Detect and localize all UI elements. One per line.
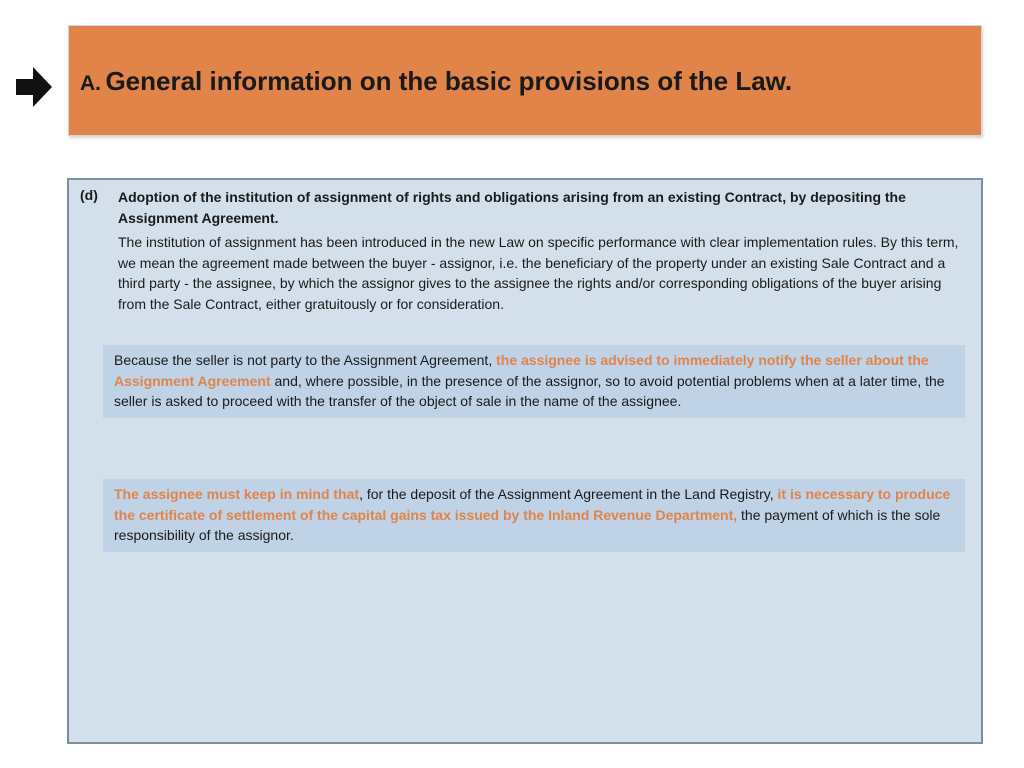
callout-tax-certificate bbox=[103, 479, 965, 552]
callout-text: Because the seller is not party to the Assignment Agreement, bbox=[114, 352, 497, 368]
callout-text: the payment of which is the sole responsibility of the assignor. bbox=[114, 506, 941, 543]
callout-text: , for the deposit of the Assignment Agreement in the Land Registry, bbox=[359, 486, 778, 502]
content-panel bbox=[67, 178, 983, 744]
callout-highlight: it is necessary to produce the certificate of settlement of the capital gains tax issued by the Inland Revenue Department, bbox=[114, 486, 951, 523]
title-text: General information on the basic provisions of the Law. bbox=[105, 66, 793, 96]
section-heading: Adoption of the institution of assignment of rights and obligations arising from an existing Contract, by depositing the Assignment Agreement. bbox=[118, 189, 906, 226]
title-letter: A. bbox=[80, 72, 101, 95]
page-title bbox=[80, 66, 792, 97]
callout-notify-seller bbox=[103, 345, 965, 418]
section-label: (d) bbox=[80, 187, 98, 203]
arrow-right-icon bbox=[15, 66, 53, 108]
callout-text: and, where possible, in the presence of the assignor, so to avoid potential problems when at a later time, the seller is asked to proceed with the transfer of the object of sale in the name of the assignee. bbox=[114, 372, 945, 409]
header-banner bbox=[68, 25, 982, 136]
callout-highlight: the assignee is advised to immediately notify the seller about the Assignment Agreement bbox=[114, 352, 929, 389]
callout-highlight: The assignee must keep in mind that bbox=[114, 486, 360, 502]
section-body: The institution of assignment has been introduced in the new Law on specific performance with clear implementation rules. By this term, we mean the agreement made between the buyer - assignor, i.e. the beneficiary of the property under an existing Sale Contract and a third party - the assignee, by which the assignor gives to the assignee the rights and/or corresponding obligations of the buyer arising from the Sale Contract, either gratuitously or for consideration. bbox=[118, 234, 959, 312]
